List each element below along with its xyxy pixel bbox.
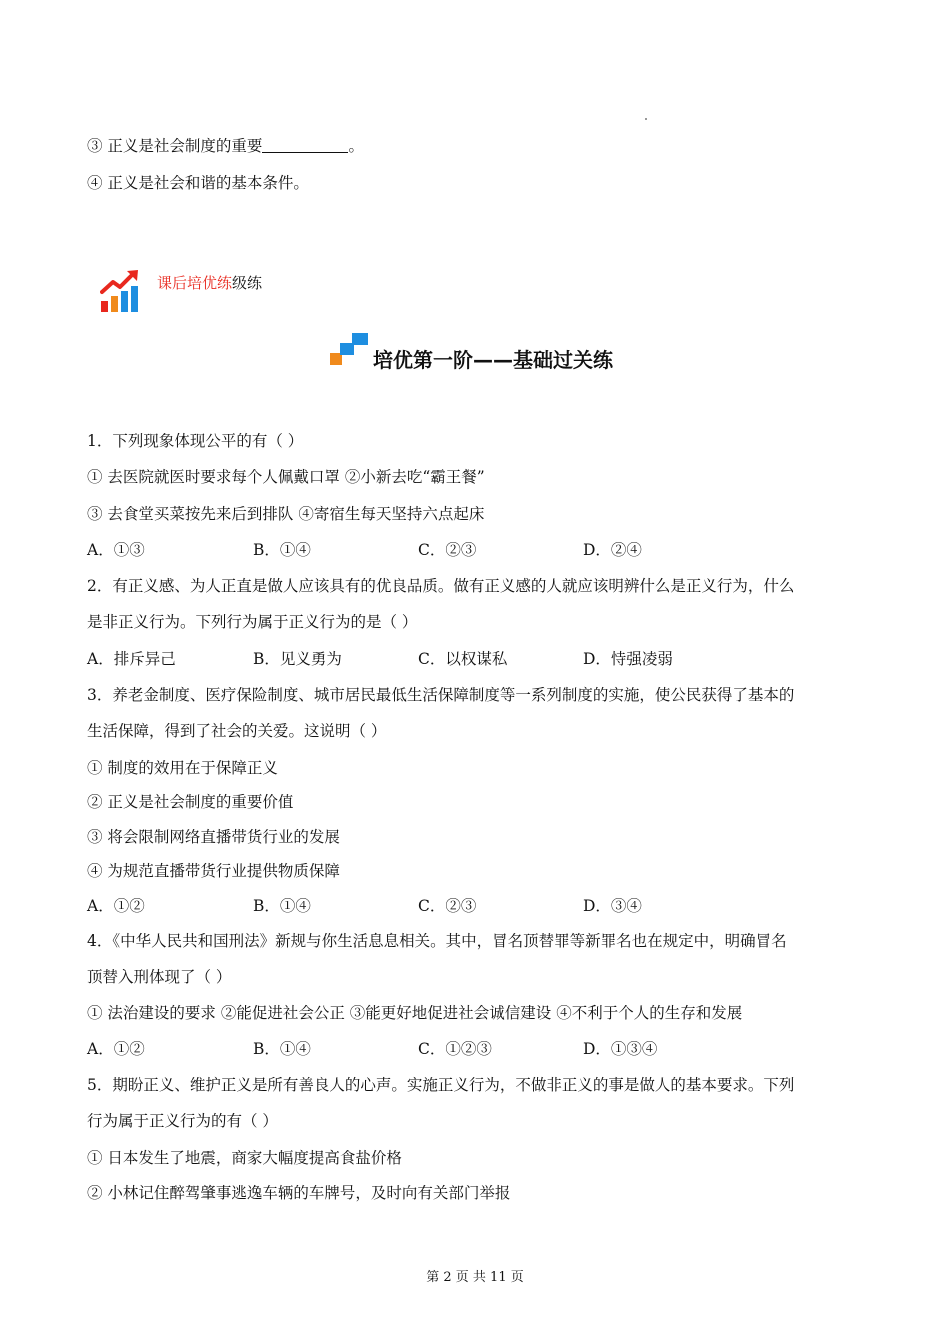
- question-1-item: ③ 去食堂买菜按先来后到排队 ④寄宿生每天坚持六点起床: [87, 505, 485, 523]
- question-1-stem: 1．下列现象体现公平的有（ ）: [87, 432, 304, 450]
- option-a[interactable]: A．排斥异己: [87, 650, 176, 668]
- item-text: ③ 正义是社会制度的重要: [87, 137, 263, 155]
- growth-chart-icon: [100, 268, 142, 314]
- question-4-stem: 4．《中华人民共和国刑法》新规与你生活息息相关。其中，冒名顶替罪等新罪名也在规定中，明确冒名: [87, 932, 787, 950]
- item-line-3: [87, 135, 364, 157]
- option-d[interactable]: D．①③④: [583, 1040, 658, 1058]
- option-d[interactable]: D．③④: [583, 897, 642, 915]
- question-5-item: ② 小林记住醉驾肇事逃逸车辆的车牌号，及时向有关部门举报: [87, 1184, 511, 1202]
- speck: [645, 118, 647, 120]
- subtitle: 培优第一阶——基础过关练: [373, 348, 613, 372]
- option-b[interactable]: B．①④: [253, 897, 311, 915]
- page-number: 第 2 页 共 11 页: [426, 1270, 524, 1285]
- option-a[interactable]: A．①②: [87, 897, 145, 915]
- option-a[interactable]: A．①③: [87, 541, 145, 559]
- question-3-stem: 生活保障，得到了社会的关爱。这说明（ ）: [87, 722, 387, 740]
- stairs-icon: [330, 333, 370, 365]
- question-5-stem: 5．期盼正义、维护正义是所有善良人的心声。实施正义行为，不做非正义的事是做人的基本要求。下列: [87, 1076, 795, 1094]
- option-c[interactable]: C．②③: [418, 541, 477, 559]
- option-b[interactable]: B．见义勇为: [253, 650, 342, 668]
- question-4-item: ① 法治建设的要求 ②能促进社会公正 ③能更好地促进社会诚信建设 ④不利于个人的生存和发展: [87, 1004, 743, 1022]
- question-4-stem: 顶替入刑体现了（ ）: [87, 968, 232, 986]
- question-3-stem: 3．养老金制度、医疗保险制度、城市居民最低生活保障制度等一系列制度的实施，使公民获得了基本的: [87, 686, 795, 704]
- option-b[interactable]: B．①④: [253, 541, 311, 559]
- question-2-stem: 2．有正义感、为人正直是做人应该具有的优良品质。做有正义感的人就应该明辨什么是正义行为，什么: [87, 577, 795, 595]
- item-text-end: 。: [348, 137, 364, 155]
- option-a[interactable]: A．①②: [87, 1040, 145, 1058]
- section-label-black: 级练: [232, 274, 263, 292]
- option-c[interactable]: C．以权谋私: [418, 650, 508, 668]
- option-d[interactable]: D．恃强凌弱: [583, 650, 673, 668]
- option-d[interactable]: D．②④: [583, 541, 642, 559]
- fill-blank: [262, 136, 348, 153]
- item-line-4: ④ 正义是社会和谐的基本条件。: [87, 174, 309, 192]
- question-3-item: ① 制度的效用在于保障正义: [87, 759, 278, 777]
- question-1-item: ① 去医院就医时要求每个人佩戴口罩 ②小新去吃“霸王餐”: [87, 468, 485, 486]
- section-label: [157, 272, 262, 293]
- option-c[interactable]: C．②③: [418, 897, 477, 915]
- question-5-item: ① 日本发生了地震，商家大幅度提高食盐价格: [87, 1149, 402, 1167]
- question-5-stem: 行为属于正义行为的有（ ）: [87, 1112, 278, 1130]
- question-2-stem: 是非正义行为。下列行为属于正义行为的是（ ）: [87, 613, 418, 631]
- section-label-red: 课后培优练: [157, 274, 233, 292]
- option-b[interactable]: B．①④: [253, 1040, 311, 1058]
- question-3-item: ③ 将会限制网络直播带货行业的发展: [87, 828, 340, 846]
- question-3-item: ④ 为规范直播带货行业提供物质保障: [87, 862, 340, 880]
- question-3-item: ② 正义是社会制度的重要价值: [87, 793, 294, 811]
- option-c[interactable]: C．①②③: [418, 1040, 492, 1058]
